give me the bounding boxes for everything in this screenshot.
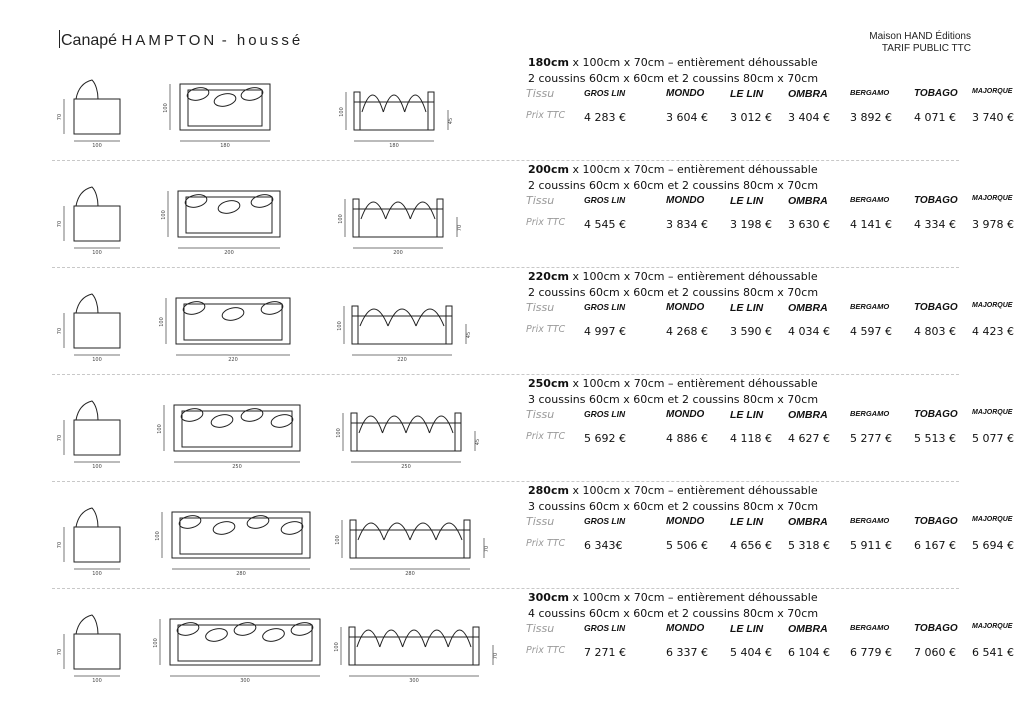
front-view-arm-left (350, 520, 356, 558)
top-view-cushion (233, 621, 257, 637)
fabric-name: MAJORQUE (972, 623, 1013, 630)
price-value: 7 271 € (584, 646, 626, 659)
top-view-cushion (240, 86, 264, 102)
price-value: 4 141 € (850, 218, 892, 231)
front-view-cushion (380, 630, 403, 647)
fabric-name: LE LIN (730, 302, 764, 314)
top-view-cushion (176, 621, 200, 637)
sofa-drawings (52, 54, 522, 161)
fabric-name: OMBRA (788, 195, 828, 207)
front-view-cushion (359, 416, 383, 433)
fabric-name: MONDO (666, 88, 705, 99)
sofa-drawing-svg (52, 268, 522, 375)
top-view-cushion (204, 627, 228, 643)
dimension-label: 280 (405, 571, 415, 577)
fabric-name: OMBRA (788, 409, 828, 421)
dimension-label: 100 (163, 103, 169, 113)
fabric-name: TOBAGO (914, 302, 958, 313)
fabric-name: MAJORQUE (972, 88, 1013, 95)
price-value: 5 513 € (914, 432, 956, 445)
front-view-arm-right (437, 199, 443, 237)
fabric-name: TOBAGO (914, 409, 958, 420)
front-view-cushion (410, 202, 435, 219)
spec-cushions: 2 coussins 60cm x 60cm et 2 coussins 80cm x 70cm (528, 72, 819, 85)
side-view-body (74, 99, 120, 134)
price-value: 6 541 € (972, 646, 1014, 659)
side-view-cushion (76, 615, 98, 634)
spec-dimensions (528, 162, 818, 178)
fabric-name: MAJORQUE (972, 302, 1013, 309)
price-value: 5 404 € (730, 646, 772, 659)
fabric-name: LE LIN (730, 409, 764, 421)
dimension-label: 100 (92, 250, 102, 256)
side-view-cushion (76, 508, 98, 527)
prix-label: Prix TTC (526, 645, 566, 656)
page-title (59, 30, 303, 50)
dimension-label: 200 (393, 250, 403, 256)
spec-dimensions (528, 376, 818, 392)
dimension-label: 70 (57, 648, 63, 656)
fabric-name: GROS LIN (584, 302, 626, 312)
side-view-cushion (76, 80, 98, 99)
product-row (52, 482, 1014, 589)
top-view-outline (172, 512, 310, 558)
front-view-base (353, 209, 443, 237)
product-row (52, 375, 1014, 482)
sofa-drawings (52, 161, 522, 268)
prix-label: Prix TTC (526, 324, 566, 335)
dimension-label: 300 (240, 678, 250, 684)
dimension-label: 250 (401, 464, 411, 470)
sofa-drawing-svg (52, 589, 522, 696)
fabric-name: BERGAMO (850, 302, 890, 311)
spec-dims: x 100cm x 70cm – entièrement déhoussable (568, 484, 818, 497)
top-view-outline (176, 298, 290, 344)
price-value: 4 071 € (914, 111, 956, 124)
title-bracket (59, 30, 60, 48)
front-view-cushion (430, 416, 454, 433)
tissu-label: Tissu (526, 408, 555, 421)
front-view-cushion (403, 630, 426, 647)
spec-size: 300cm (528, 591, 569, 604)
price-value: 3 198 € (730, 218, 772, 231)
fabric-name: OMBRA (788, 623, 828, 635)
front-view-arm-left (354, 92, 360, 130)
product-row (52, 268, 1014, 375)
front-view-cushion (406, 416, 430, 433)
dimension-label: 70 (457, 224, 463, 232)
product-spec (528, 376, 818, 408)
product-spec (528, 162, 818, 194)
sofa-drawings (52, 268, 522, 375)
dimension-label: 100 (336, 428, 342, 438)
top-view-cushion (186, 86, 210, 102)
spec-cushions: 3 coussins 60cm x 60cm et 2 coussins 80cm x 70cm (528, 500, 819, 513)
fabric-name: BERGAMO (850, 195, 890, 204)
fabric-name: OMBRA (788, 516, 828, 528)
price-value: 3 740 € (972, 111, 1014, 124)
fabric-name: GROS LIN (584, 195, 626, 205)
dimension-label: 180 (389, 143, 399, 149)
spec-dims: x 100cm x 70cm – entièrement déhoussable (568, 163, 818, 176)
side-view-body (74, 634, 120, 669)
price-value: 5 077 € (972, 432, 1014, 445)
top-view-cushion (213, 92, 237, 108)
front-view-arm-left (349, 627, 355, 665)
top-view-cushion (212, 520, 236, 536)
front-view-cushion (448, 630, 471, 647)
price-value: 3 978 € (972, 218, 1014, 231)
dimension-label: 70 (484, 545, 490, 553)
spec-size: 200cm (528, 163, 569, 176)
front-view-base (350, 530, 470, 558)
front-view-base (352, 316, 452, 344)
spec-dimensions (528, 269, 818, 285)
price-value: 4 656 € (730, 539, 772, 552)
price-value: 4 334 € (914, 218, 956, 231)
fabric-name: LE LIN (730, 88, 764, 100)
front-view-cushion (388, 309, 416, 326)
price-value: 4 597 € (850, 325, 892, 338)
fabric-name: MONDO (666, 623, 705, 634)
price-value: 4 803 € (914, 325, 956, 338)
dimension-label: 200 (224, 250, 234, 256)
dimension-label: 100 (155, 531, 161, 541)
fabric-name: LE LIN (730, 516, 764, 528)
price-value: 6 104 € (788, 646, 830, 659)
top-view-cushion (260, 300, 284, 316)
product-spec (528, 55, 818, 87)
front-view-cushion (383, 416, 407, 433)
top-view-cushion (178, 514, 202, 530)
prix-label: Prix TTC (526, 538, 566, 549)
fabric-name: LE LIN (730, 195, 764, 207)
sofa-drawing-svg (52, 54, 522, 161)
dimension-label: 100 (335, 535, 341, 545)
price-value: 4 268 € (666, 325, 708, 338)
dimension-label: 250 (232, 464, 242, 470)
fabric-name: MAJORQUE (972, 195, 1013, 202)
front-view-cushion (405, 95, 426, 112)
price-value: 4 627 € (788, 432, 830, 445)
dimension-label: 280 (236, 571, 246, 577)
dimension-label: 70 (57, 541, 63, 549)
fabric-name: LE LIN (730, 623, 764, 635)
top-view-cushion (182, 300, 206, 316)
top-view-outline (180, 84, 270, 130)
dimension-label: 100 (157, 424, 163, 434)
spec-cushions: 4 coussins 60cm x 60cm et 2 coussins 80cm x 70cm (528, 607, 819, 620)
tissu-label: Tissu (526, 194, 555, 207)
fabric-name: OMBRA (788, 88, 828, 100)
front-view-cushion (361, 202, 386, 219)
price-value: 4 118 € (730, 432, 772, 445)
dimension-label: 70 (57, 220, 63, 228)
fabric-name: BERGAMO (850, 516, 890, 525)
front-view-arm-right (473, 627, 479, 665)
front-view-arm-right (455, 413, 461, 451)
price-value: 3 590 € (730, 325, 772, 338)
front-view-cushion (358, 523, 384, 540)
side-view-cushion (76, 401, 98, 420)
top-view-cushion (180, 407, 204, 423)
price-value: 5 911 € (850, 539, 892, 552)
top-view-seat (180, 518, 302, 554)
price-value: 3 604 € (666, 111, 708, 124)
top-view-cushion (280, 520, 304, 536)
top-view-cushion (290, 621, 314, 637)
top-view-seat (186, 197, 272, 233)
front-view-cushion (410, 523, 436, 540)
sofa-drawing-svg (52, 375, 522, 482)
title-prefix: Canapé (61, 32, 118, 49)
spec-dims: x 100cm x 70cm – entièrement déhoussable (568, 56, 818, 69)
top-view-outline (170, 619, 320, 665)
price-value: 3 404 € (788, 111, 830, 124)
dimension-label: 70 (57, 113, 63, 121)
fabric-name: BERGAMO (850, 88, 890, 97)
spec-cushions: 2 coussins 60cm x 60cm et 2 coussins 80cm x 70cm (528, 179, 819, 192)
dimension-label: 100 (92, 678, 102, 684)
front-view-cushion (425, 630, 448, 647)
side-view-body (74, 420, 120, 455)
front-view-arm-right (428, 92, 434, 130)
fabric-name: BERGAMO (850, 623, 890, 632)
fabric-name: MONDO (666, 409, 705, 420)
dimension-label: 45 (466, 331, 472, 339)
tissu-label: Tissu (526, 87, 555, 100)
sofa-drawings (52, 375, 522, 482)
price-value: 7 060 € (914, 646, 956, 659)
prix-label: Prix TTC (526, 110, 566, 121)
product-spec (528, 483, 818, 515)
tissu-label: Tissu (526, 622, 555, 635)
front-view-cushion (357, 630, 380, 647)
fabric-name: MONDO (666, 302, 705, 313)
top-view-outline (174, 405, 300, 451)
spec-dimensions (528, 590, 818, 606)
side-view-body (74, 206, 120, 241)
top-view-cushion (250, 193, 274, 209)
dimension-label: 100 (338, 214, 344, 224)
front-view-cushion (383, 95, 404, 112)
top-view-cushion (221, 306, 245, 322)
price-value: 4 997 € (584, 325, 626, 338)
spec-dimensions (528, 55, 818, 71)
price-value: 5 694 € (972, 539, 1014, 552)
price-value: 3 834 € (666, 218, 708, 231)
side-view-cushion (76, 294, 98, 313)
price-value: 5 277 € (850, 432, 892, 445)
price-value: 6 337 € (666, 646, 708, 659)
front-view-cushion (436, 523, 462, 540)
top-view-cushion (270, 413, 294, 429)
front-view-base (354, 102, 434, 130)
dimension-label: 100 (159, 317, 165, 327)
spec-dims: x 100cm x 70cm – entièrement déhoussable (568, 270, 818, 283)
dimension-label: 100 (92, 571, 102, 577)
front-view-arm-left (353, 199, 359, 237)
spec-cushions: 3 coussins 60cm x 60cm et 2 coussins 80cm x 70cm (528, 393, 819, 406)
top-view-cushion (246, 514, 270, 530)
spec-dims: x 100cm x 70cm – entièrement déhoussable (568, 591, 818, 604)
product-spec (528, 269, 818, 301)
front-view-cushion (386, 202, 411, 219)
fabric-name: GROS LIN (584, 88, 626, 98)
spec-cushions: 2 coussins 60cm x 60cm et 2 coussins 80cm x 70cm (528, 286, 819, 299)
price-value: 3 892 € (850, 111, 892, 124)
spec-dimensions (528, 483, 818, 499)
dimension-label: 100 (161, 210, 167, 220)
fabric-name: GROS LIN (584, 516, 626, 526)
fabric-name: GROS LIN (584, 623, 626, 633)
fabric-name: GROS LIN (584, 409, 626, 419)
dimension-label: 70 (493, 652, 499, 660)
dimension-label: 100 (153, 638, 159, 648)
front-view-arm-right (446, 306, 452, 344)
front-view-base (349, 637, 479, 665)
price-value: 5 692 € (584, 432, 626, 445)
spec-size: 250cm (528, 377, 569, 390)
prix-label: Prix TTC (526, 217, 566, 228)
dimension-label: 45 (475, 438, 481, 446)
product-spec (528, 590, 818, 622)
price-value: 3 630 € (788, 218, 830, 231)
fabric-name: TOBAGO (914, 623, 958, 634)
top-view-cushion (210, 413, 234, 429)
price-value: 3 012 € (730, 111, 772, 124)
spec-size: 280cm (528, 484, 569, 497)
fabric-name: BERGAMO (850, 409, 890, 418)
dimension-label: 100 (92, 357, 102, 363)
top-view-cushion (217, 199, 241, 215)
top-view-outline (178, 191, 280, 237)
dimension-label: 45 (448, 117, 454, 125)
fabric-name: OMBRA (788, 302, 828, 314)
spec-dims: x 100cm x 70cm – entièrement déhoussable (568, 377, 818, 390)
front-view-cushion (362, 95, 383, 112)
top-view-cushion (184, 193, 208, 209)
price-value: 4 545 € (584, 218, 626, 231)
title-suffix: - houssé (221, 32, 304, 49)
fabric-name: MONDO (666, 516, 705, 527)
product-row (52, 54, 1014, 161)
product-row (52, 161, 1014, 268)
dimension-label: 220 (397, 357, 407, 363)
front-view-base (351, 423, 461, 451)
front-view-arm-right (464, 520, 470, 558)
spec-size: 220cm (528, 270, 569, 283)
front-view-cushion (360, 309, 388, 326)
top-view-seat (182, 411, 292, 447)
title-model: HAMPTON (121, 32, 218, 49)
front-view-arm-left (352, 306, 358, 344)
dimension-label: 100 (339, 107, 345, 117)
dimension-label: 100 (92, 143, 102, 149)
tissu-label: Tissu (526, 301, 555, 314)
fabric-name: TOBAGO (914, 516, 958, 527)
top-view-cushion (240, 407, 264, 423)
price-value: 5 506 € (666, 539, 708, 552)
tariff-label: TARIF PUBLIC TTC (881, 43, 971, 54)
fabric-name: TOBAGO (914, 195, 958, 206)
brand-name: Maison HAND Éditions (869, 31, 971, 42)
front-view-cushion (384, 523, 410, 540)
prix-label: Prix TTC (526, 431, 566, 442)
price-value: 6 343€ (584, 539, 623, 552)
spec-size: 180cm (528, 56, 569, 69)
price-value: 4 423 € (972, 325, 1014, 338)
top-view-seat (188, 90, 262, 126)
product-row (52, 589, 1014, 696)
price-value: 4 034 € (788, 325, 830, 338)
top-view-cushion (261, 627, 285, 643)
fabric-name: MONDO (666, 195, 705, 206)
front-view-cushion (416, 309, 444, 326)
sofa-drawing-svg (52, 482, 522, 589)
dimension-label: 70 (57, 434, 63, 442)
dimension-label: 220 (228, 357, 238, 363)
brand-block (869, 31, 971, 55)
tissu-label: Tissu (526, 515, 555, 528)
fabric-name: MAJORQUE (972, 409, 1013, 416)
dimension-label: 100 (337, 321, 343, 331)
top-view-seat (184, 304, 282, 340)
side-view-cushion (76, 187, 98, 206)
side-view-body (74, 313, 120, 348)
dimension-label: 100 (334, 642, 340, 652)
sofa-drawings (52, 589, 522, 696)
side-view-body (74, 527, 120, 562)
price-value: 4 886 € (666, 432, 708, 445)
dimension-label: 100 (92, 464, 102, 470)
front-view-arm-left (351, 413, 357, 451)
dimension-label: 180 (220, 143, 230, 149)
sofa-drawings (52, 482, 522, 589)
price-value: 6 167 € (914, 539, 956, 552)
fabric-name: TOBAGO (914, 88, 958, 99)
dimension-label: 300 (409, 678, 419, 684)
dimension-label: 70 (57, 327, 63, 335)
price-value: 6 779 € (850, 646, 892, 659)
sofa-drawing-svg (52, 161, 522, 268)
fabric-name: MAJORQUE (972, 516, 1013, 523)
price-value: 5 318 € (788, 539, 830, 552)
price-value: 4 283 € (584, 111, 626, 124)
